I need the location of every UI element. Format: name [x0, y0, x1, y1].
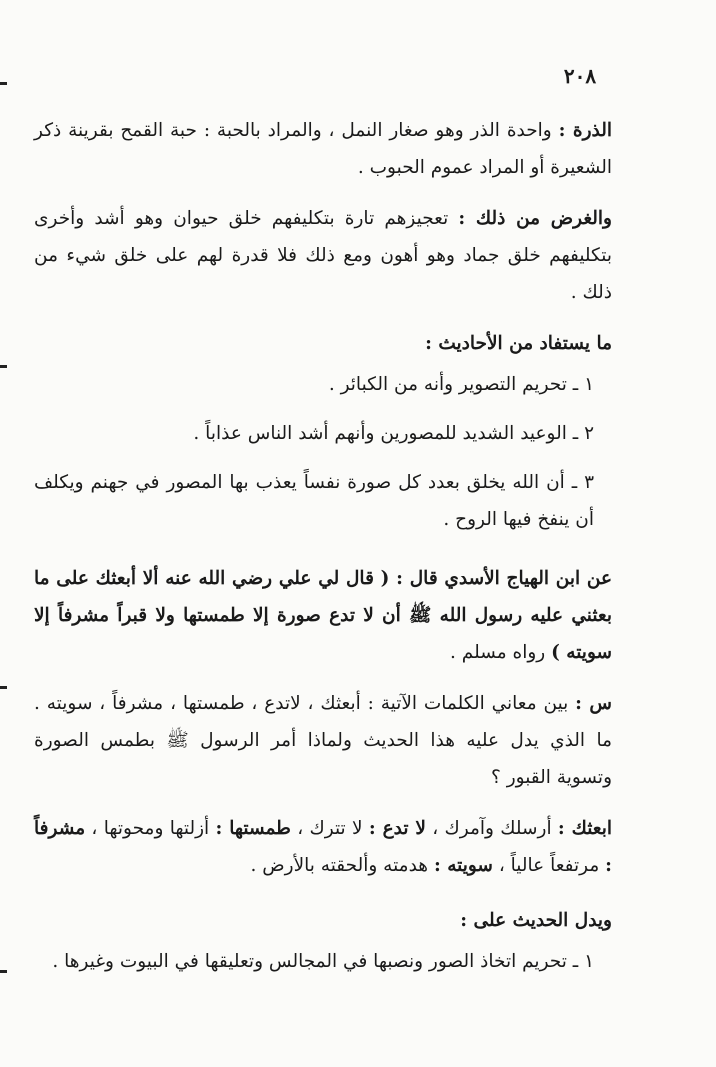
- definition-dharra: [34, 112, 612, 186]
- question-paragraph: [34, 685, 612, 796]
- vocab-meaning: هدمته وألحقته بالأرض .: [250, 855, 434, 876]
- hadith-paragraph: [34, 560, 612, 671]
- hadith-text: عن ابن الهياج الأسدي قال : ( قال لي علي رضي الله عنه ألا أبعثك على ما بعثني عليه رسول الله ﷺ أن لا تدع صورة إلا طمستها ولا قبراً مشرفاً إلا سويته ): [34, 568, 612, 663]
- vocab-term: طمستها :: [215, 818, 291, 839]
- benefit-item: ٣ ـ أن الله يخلق بعدد كل صورة نفساً يعذب بها المصور في جهنم ويكلف أن ينفخ فيها الروح .: [34, 472, 594, 530]
- vocab-meaning: أزلتها ومحوتها ،: [85, 818, 216, 839]
- indicates-item: ١ ـ تحريم اتخاذ الصور ونصبها في المجالس وتعليقها في البيوت وغيرها .: [52, 951, 594, 972]
- benefit-item: ٢ ـ الوعيد الشديد للمصورين وأنهم أشد الناس عذاباً .: [193, 423, 594, 444]
- vocab-term: لا تدع :: [368, 818, 426, 839]
- vocab-term: مشرفاً :: [34, 818, 612, 876]
- edge-mark: [0, 970, 7, 973]
- indicates-heading: ويدل الحديث على :: [460, 910, 612, 931]
- question-text: بين معاني الكلمات الآتية : أبعثك ، لاتدع ، طمستها ، مشرفاً ، سويته . ما الذي يدل عليه هذا الحديث ولماذا أمر الرسول ﷺ بطمس الصورة وتسوية القبور ؟: [34, 693, 612, 788]
- page-number: ٢٠٨: [563, 64, 597, 88]
- edge-mark: [0, 365, 7, 368]
- benefits-heading: ما يستفاد من الأحاديث :: [425, 333, 612, 354]
- vocab-meaning: لا تترك ،: [290, 818, 369, 839]
- vocab-term: ابعثك :: [557, 818, 613, 839]
- term-purpose: والغرض من ذلك :: [458, 208, 612, 229]
- page-body: [34, 112, 612, 980]
- vocab-term: سويته :: [433, 855, 493, 876]
- edge-mark: [0, 82, 7, 85]
- vocab-paragraph: [34, 810, 612, 884]
- hadith-source: رواه مسلم .: [450, 642, 552, 663]
- term-dharra: الذرة :: [558, 120, 613, 141]
- benefit-item: ١ ـ تحريم التصوير وأنه من الكبائر .: [328, 374, 594, 395]
- definition-purpose-text: تعجيزهم تارة بتكليفهم خلق حيوان وهو أشد وأخرى بتكليفهم خلق جماد وهو أهون ومع ذلك فلا قدرة لهم على خلق شيء من ذلك .: [34, 208, 612, 303]
- definition-purpose: [34, 200, 612, 311]
- question-label: س :: [575, 693, 612, 714]
- vocab-meaning: أرسلك وآمرك ،: [425, 818, 558, 839]
- vocab-meaning: مرتفعاً عالياً ،: [492, 855, 606, 876]
- definition-dharra-text: واحدة الذر وهو صغار النمل ، والمراد بالحبة : حبة القمح بقرينة ذكر الشعيرة أو المراد عموم الحبوب .: [34, 120, 612, 178]
- edge-mark: [0, 686, 7, 689]
